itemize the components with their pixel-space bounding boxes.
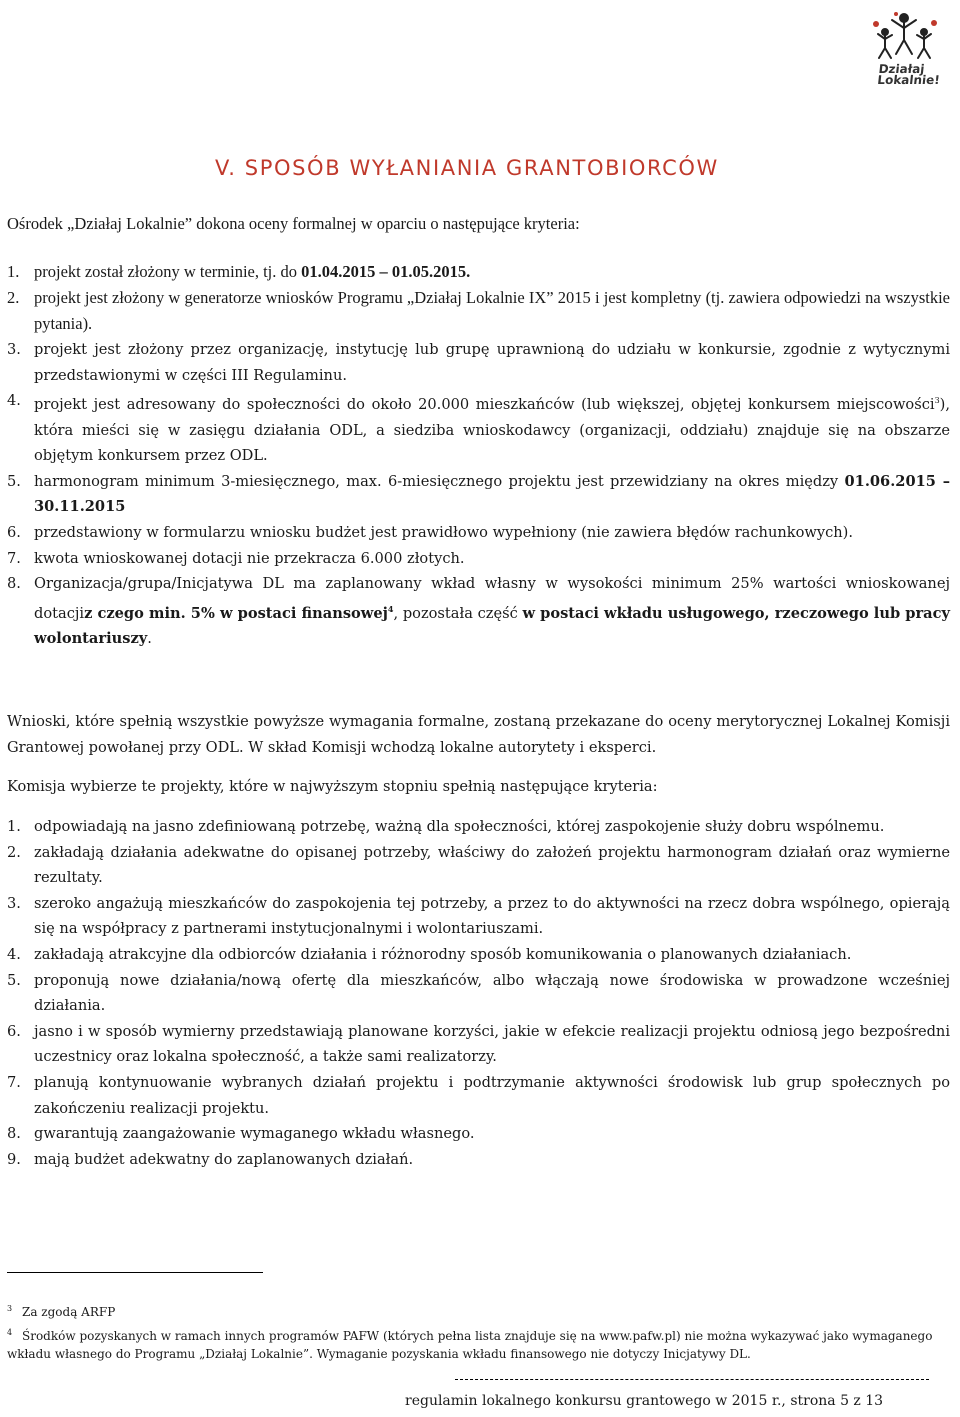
deadline-dates: 01.04.2015 – 01.05.2015. [301,262,471,281]
logo-line-2: Lokalnie! [876,73,941,87]
footnote-number: 4 [7,1328,13,1337]
item-text: zakładają atrakcyjne dla odbiorców działania i różnorodny sposób komunikowania o planowanych działaniach. [34,945,852,963]
item-text: projekt jest złożony w generatorze wniosków Programu „Działaj Lokalnie IX” 2015 i jest kompletny (tj. zawiera odpowiedzi na wszystkie pytania). [34,288,950,333]
item-text: projekt jest złożony przez organizację, instytucję lub grupę uprawnioną do udziału w konkursie, zgodnie z wytycznymi przedstawionymi w części III Regulaminu. [34,341,950,384]
merit-criteria-intro: Komisja wybierze te projekty, które w najwyższym stopniu spełnią następujące kryteria: [7,778,658,795]
item-text: planują kontynuowanie wybranych działań projektu i podtrzymanie aktywności środowisk lub grup społecznych po zakończeniu realizacji projektu. [34,1073,950,1117]
item-number: 2. [7,288,20,307]
item-text: jasno i w sposób wymierny przedstawiają planowane korzyści, jakie w efekcie realizacji projektu odniosą jego bezpośredni uczestnicy oraz lokalna społeczność, a także sami realizatorzy. [34,1022,950,1066]
item-number: 7. [7,549,21,567]
item-text: odpowiadają na jasno zdefiniowaną potrzebę, ważną dla społeczności, której zaspokojenie służy dobru wspólnemu. [34,818,885,835]
item-number: 3. [7,341,21,358]
footnote-3 [7,1300,950,1321]
merit-review-paragraph: Wnioski, które spełnią wszystkie powyższe wymagania formalne, zostaną przekazane do oceny merytorycznej Lokalnej Komisji Grantowej powołanej przy ODL. W skład Komisji wchodzą lokalne autorytety i eksperci. [7,713,950,756]
page-footer: regulamin lokalnego konkursu grantowego w 2015 r., strona 5 z 13 [405,1393,884,1409]
formal-criteria-list [7,259,950,337]
logo-wordmark [877,64,943,86]
merit-item-9 [7,1147,950,1173]
merit-item-2 [7,840,950,891]
section-title: V. SPOSÓB WYŁANIANIA GRANTOBIORCÓW [215,156,719,180]
merit-item-8 [7,1121,950,1147]
item-number: 3. [7,894,21,912]
formal-criteria-list-cont [7,337,950,652]
footnote-ref-4: 4 [387,603,394,614]
logo-line-1: Działaj [877,62,926,76]
footer-dashed-rule [455,1379,929,1380]
schedule-dates: 01.06.2015 – 30.11.2015 [34,472,950,516]
item-text: zakładają działania adekwatne do opisanej potrzeby, właściwy do założeń projektu harmonogram działań oraz wymierne rezultaty. [34,843,950,887]
item-number: 1. [7,262,20,281]
item-text-c: . [147,630,152,648]
item-text: szeroko angażują mieszkańców do zaspokojenia tej potrzeby, a przez to do aktywności na rzecz dobra wspólnego, opierają się na współpracy z partnerami instytucjonalnymi i wolontariuszami. [34,894,950,938]
item-text-b: , pozostała część [393,604,523,622]
merit-item-1 [7,814,950,840]
item-text-cont: ), która mieści się w zasięgu działania ODL, a siedziba wnioskodawcy (organizacji, oddziału) znajduje się na obszarze objętym konkursem przez ODL. [34,396,950,465]
footnote-separator [7,1272,263,1273]
item-number: 7. [7,1073,21,1091]
footnote-number: 3 [7,1304,13,1313]
item-number: 4. [7,392,21,410]
item-text: mają budżet adekwatny do zaplanowanych działań. [34,1150,414,1168]
item-number: 4. [7,945,21,963]
merit-item-7 [7,1070,950,1121]
formal-item-2 [7,285,950,337]
dzialaj-lokalnie-logo [858,10,946,100]
item-number: 6. [7,1022,21,1040]
item-bold-a: z czego min. 5% w postaci finansowej [84,604,388,622]
item-text: projekt jest adresowany do społeczności do około 20.000 mieszkańców (lub większej, objętej konkursem miejscowości [34,396,935,414]
footnote-text: Środków pozyskanych w ramach innych programów PAFW (których pełna lista znajduje się na www.pafw.pl) nie można wykazywać jako wymaganego wkładu własnego do Programu „Działaj Lokalnie”. Wymaganie pozyskania wkładu finansowego nie dotyczy Inicjatywy DL. [7,1329,933,1361]
item-number: 2. [7,843,21,861]
formal-item-3 [7,337,950,388]
merit-criteria-list [7,814,950,1172]
footnote-ref-3: 3 [934,396,940,406]
item-number: 6. [7,524,21,542]
logo-figures-icon [858,10,946,66]
item-number: 8. [7,1125,21,1143]
item-number: 9. [7,1150,21,1168]
item-number: 5. [7,472,21,490]
item-number: 5. [7,971,21,989]
formal-item-7 [7,546,950,572]
item-text: proponują nowe działania/nową ofertę dla mieszkańców, albo włączają nowe środowiska w prowadzone wcześniej działania. [34,971,950,1015]
merit-item-4 [7,942,950,968]
merit-item-6 [7,1019,950,1070]
formal-item-8 [7,571,950,652]
formal-item-6 [7,520,950,546]
formal-item-1 [7,259,950,285]
merit-item-5 [7,968,950,1019]
footnote-text: Za zgodą ARFP [22,1305,116,1319]
item-number: 8. [7,575,21,593]
formal-intro: Ośrodek „Działaj Lokalnie” dokona oceny formalnej w oparciu o następujące kryteria: [7,214,580,233]
item-text: kwota wnioskowanej dotacji nie przekracza 6.000 złotych. [34,549,465,567]
item-text: projekt został złożony w terminie, tj. do [34,262,302,281]
item-text: przedstawiony w formularzu wniosku budżet jest prawidłowo wypełniony (nie zawiera błędów rachunkowych). [34,524,854,542]
formal-item-4 [7,388,950,469]
item-number: 1. [7,818,21,835]
merit-item-3 [7,891,950,942]
item-text: gwarantują zaangażowanie wymaganego wkładu własnego. [34,1125,475,1143]
item-bold-b: w postaci wkładu usługowego, rzeczowego lub pracy wolontariuszy [34,604,951,648]
footnote-4 [7,1324,950,1363]
formal-item-5 [7,469,950,520]
item-text: harmonogram minimum 3-miesięcznego, max. 6-miesięcznego projektu jest przewidziany na okres między [34,472,845,490]
item-text: Organizacja/grupa/Inicjatywa DL ma zaplanowany wkład własny w wysokości minimum 25% wartości wnioskowanej dotacji [34,575,950,622]
